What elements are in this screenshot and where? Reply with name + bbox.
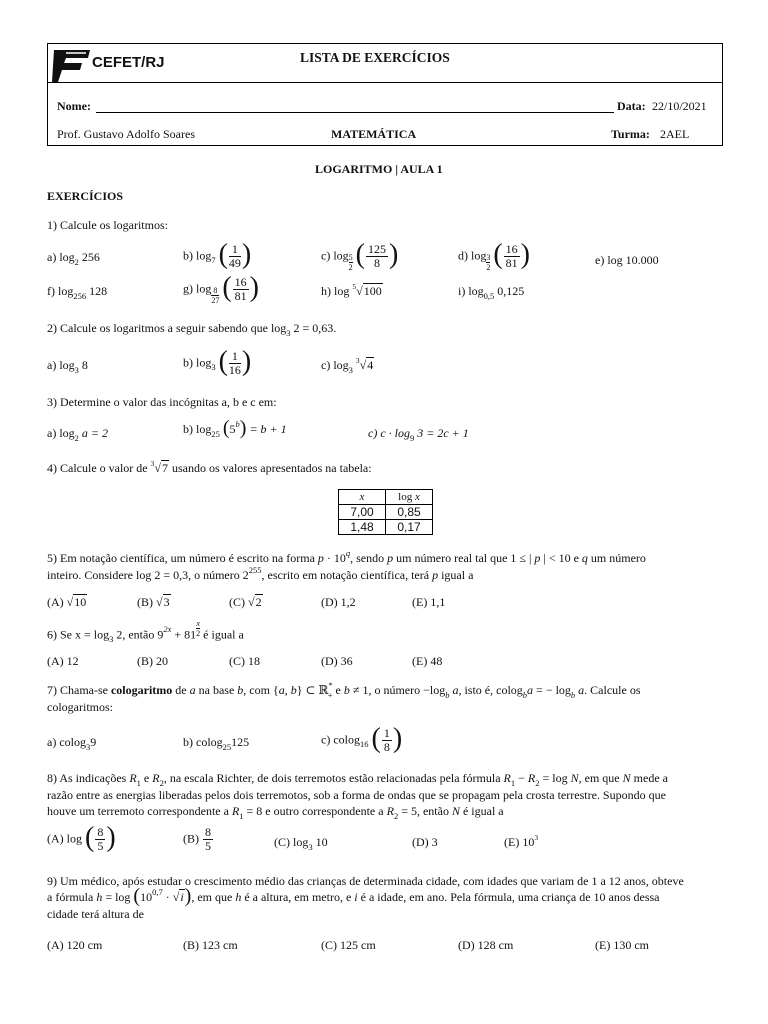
q7-item-a: a) colog$_3$9 (47, 735, 97, 752)
q5-option-e[interactable]: (E) 1,1 (412, 595, 446, 609)
data-label: Data: (617, 99, 646, 113)
q1-item-a: a) $\log_2 256$ (47, 250, 100, 267)
q6-option-d[interactable]: (D) 36 (321, 654, 353, 668)
table-header: x (339, 490, 386, 505)
cefet-logo-icon (52, 46, 92, 84)
q1-item-h: h) log $^5$√100 (321, 282, 382, 298)
q3-text: 3) Determine o valor das incógnitas a, b e c em: (47, 395, 277, 409)
q8-text: 8) As indicações $R_1$ e $R_2$, na escala Richter, de dois terremotos estão relacionadas pela fórmula $R_1 - R_2 = \log N$, em que N mede a razão entre as energias liberadas pelos dois terremotos, sob a forma de ondas que se propagam pela crosta terrestre. Supondo que houve um terremoto correspondente a $R_1 = 8$ e outro correspondente a $R_2 = 5$, então N é igual a (47, 771, 668, 821)
q1-item-f: f) $\log_{256} 128$ (47, 284, 108, 301)
q7-item-b: b) colog$_{25}$125 (183, 735, 250, 752)
q1-text: 1) Calcule os logaritmos: (47, 218, 168, 232)
q6-option-c[interactable]: (C) 18 (229, 654, 260, 668)
q9-text: 9) Um médico, após estudar o crescimento médio das crianças de determinada cidade, com idades que variam de 1 a 12 anos, obteve a fórmula $h = \log (10^{0,7} \cdot √i)$, em que h é a altura, em metro, e i é a idade, em ano. Pela fórmula, uma criança de 10 anos dessa cidade terá altura de (47, 874, 684, 921)
q2-item-b: b) $\log_3$ ( $\frac{1}{16}$ ) (183, 345, 252, 377)
q6-option-e[interactable]: (E) 48 (412, 654, 443, 668)
q2-item-a: a) $\log_3 8$ (47, 358, 88, 375)
q8-option-e[interactable]: (E) $10^3$ (504, 833, 539, 849)
q9-option-b[interactable]: (B) 123 cm (183, 938, 238, 952)
q2-item-c: c) $\log_3 ^3√4$ (321, 356, 374, 375)
q9-option-a[interactable]: (A) 120 cm (47, 938, 103, 952)
q1-item-g: g) log $\frac{8}{27}$ ( $\frac{16}{81}$ ) (183, 271, 259, 305)
logo-text: CEFET/RJ (92, 54, 165, 71)
turma-value: 2AEL (660, 127, 690, 141)
q7-item-c: c) colog$_{16}$ ( $\frac{1}{8}$ ) (321, 722, 403, 754)
q1-item-b: b) $\log_7$ ( $\frac{1}{49}$ ) (183, 238, 252, 270)
q7-text: 7) Chama-se cologaritmo de a na base b, com {a, b} ⊂ ℝ*$_+$ e b ≠ 1, o número $-\log_b$ a, isto é, colog$_b$a = − $\log_b a$. Calcule os cologaritmos: (47, 680, 641, 714)
table-cell: 0,17 (386, 520, 433, 535)
header-box (47, 43, 723, 146)
q5-option-c[interactable]: (C) √2 (229, 595, 262, 609)
prof-name: Prof. Gustavo Adolfo Soares (57, 127, 195, 141)
data-value: 22/10/2021 (652, 99, 707, 113)
q9-option-c[interactable]: (C) 125 cm (321, 938, 376, 952)
q3-item-b: b) $\log_{25} (5^b) = b + 1$ (183, 417, 287, 440)
q8-option-c[interactable]: (C) $\log_3 10$ (274, 835, 328, 852)
table-cell: 0,85 (386, 505, 433, 520)
q4-text: 4) Calcule o valor de $^3$√7 usando os valores apresentados na tabela: (47, 459, 372, 475)
nome-field[interactable] (96, 112, 614, 113)
table-cell: 1,48 (339, 520, 386, 535)
turma-label: Turma: (611, 127, 650, 141)
section-title: EXERCÍCIOS (47, 189, 124, 203)
q5-option-b[interactable]: (B) √3 (137, 595, 170, 609)
q1-item-i: i) $\log_{0,5} 0,125$ (458, 284, 525, 301)
q9-option-d[interactable]: (D) 128 cm (458, 938, 514, 952)
header-divider (48, 82, 722, 83)
q1-item-d: d) log $\frac{3}{2}$ ( $\frac{16}{81}$ ) (458, 238, 530, 272)
q8-option-a[interactable]: (A) log ( $\frac{8}{5}$ ) (47, 821, 116, 853)
q1-item-e: e) log 10.000 (595, 253, 659, 267)
q3-item-c: c) $c \cdot \log_9 3 = 2c + 1$ (368, 426, 469, 443)
q2-text: 2) Calcule os logaritmos a seguir sabendo que $\log_3 2 = 0,63$. (47, 321, 337, 338)
lesson-title: LOGARITMO | AULA 1 (315, 162, 443, 176)
q6-text: 6) Se $x = \log_3 2$, então $9^{2x} + 81$ $\frac{x}{2}$ é igual a (47, 619, 244, 645)
q1-item-c: c) log $\frac{5}{2}$ ( $\frac{125}{8}$ ) (321, 238, 399, 272)
log-table (338, 489, 433, 535)
q5-option-d[interactable]: (D) 1,2 (321, 595, 356, 609)
table-cell: 7,00 (339, 505, 386, 520)
q9-option-e[interactable]: (E) 130 cm (595, 938, 649, 952)
q6-option-a[interactable]: (A) 12 (47, 654, 79, 668)
table-header: log x (386, 490, 433, 505)
q8-option-d[interactable]: (D) 3 (412, 835, 438, 849)
q5-option-a[interactable]: (A) √10 (47, 595, 87, 609)
nome-label: Nome: (57, 99, 91, 113)
q8-option-b[interactable]: (B) $\frac{8}{5}$ (183, 825, 211, 853)
page-title: LISTA DE EXERCÍCIOS (300, 50, 450, 65)
q3-item-a: a) $\log_2 a = 2$ (47, 426, 109, 443)
q6-option-b[interactable]: (B) 20 (137, 654, 168, 668)
subject: MATEMÁTICA (331, 127, 417, 141)
q5-text: 5) Em notação científica, um número é escrito na forma $p \cdot 10^q$, sendo p um número real tal que 1 ≤ | p | < 10 e q um número inteiro. Considere log 2 = 0,3, o número $2^{255}$, escrito em notação científica, terá p igual a (47, 548, 646, 582)
